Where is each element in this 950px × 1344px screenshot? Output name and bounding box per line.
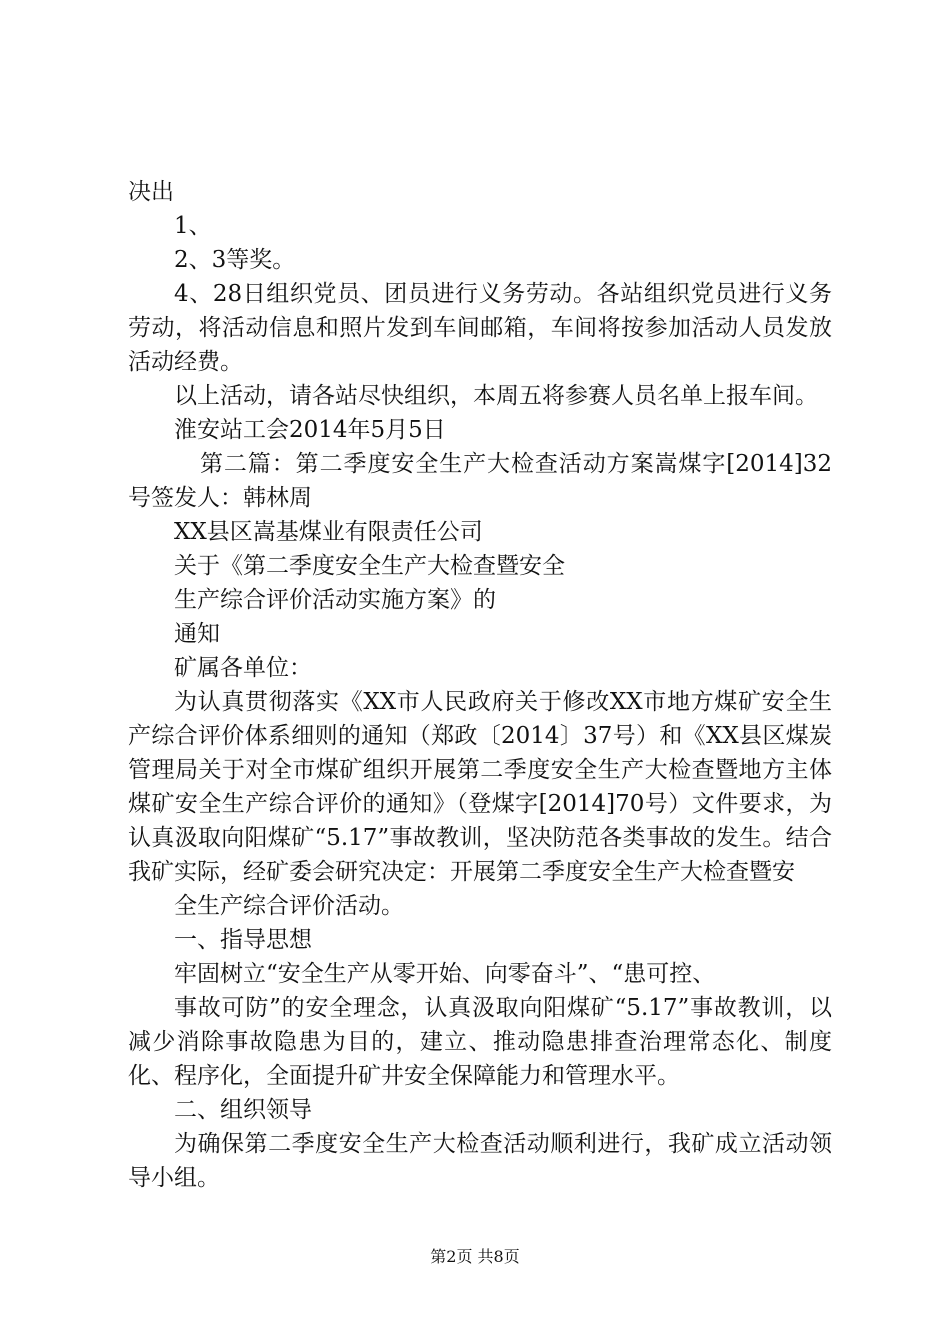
notice-title-line-2: 生产综合评价活动实施方案》的 xyxy=(174,587,496,613)
paragraph-4: 4、28日组织党员、团员进行义务劳动。各站组织党员进行义务劳动，将活动信息和照片发到车间邮箱，车间将按参加活动人员发放活动经费。 xyxy=(128,281,832,375)
paragraph-3: 2、3等奖。 xyxy=(174,247,296,273)
paragraph-intro-cont: 全生产综合评价活动。 xyxy=(174,893,404,919)
paragraph-1: 决出 xyxy=(128,179,174,205)
paragraph-guiding-2: 事故可防”的安全理念，认真汲取向阳煤矿“5.17”事故教训，以减少消除事故隐患为目的，建立、推动隐患排查治理常态化、制度化、程序化，全面提升矿井安全保障能力和管理水平。 xyxy=(128,995,832,1089)
notice-title-line-1: 关于《第二季度安全生产大检查暨安全 xyxy=(174,553,565,579)
paragraph-organization: 为确保第二季度安全生产大检查活动顺利进行，我矿成立活动领导小组。 xyxy=(128,1131,832,1191)
signature-line: 淮安站工会2014年5月5日 xyxy=(174,417,446,443)
company-name: XX县区嵩基煤业有限责任公司 xyxy=(174,519,483,545)
addressee: 矿属各单位： xyxy=(174,655,312,681)
heading-organization: 二、组织领导 xyxy=(174,1097,312,1123)
paragraph-guiding-1: 牢固树立“安全生产从零开始、向零奋斗”、“患可控、 xyxy=(174,961,716,987)
heading-guiding-ideology: 一、指导思想 xyxy=(174,927,312,953)
document-body xyxy=(128,175,832,1195)
paragraph-2: 1、 xyxy=(174,213,212,239)
page-footer: 第2页 共8页 xyxy=(430,1247,520,1266)
paragraph-5: 以上活动，请各站尽快组织，本周五将参赛人员名单上报车间。 xyxy=(174,383,818,409)
section-heading-part-two: 第二篇：第二季度安全生产大检查活动方案嵩煤字[2014]32号签发人：韩林周 xyxy=(128,451,832,511)
notice-title-line-3: 通知 xyxy=(174,621,220,647)
paragraph-intro: 为认真贯彻落实《XX市人民政府关于修改XX市地方煤矿安全生产综合评价体系细则的通知（郑政〔2014〕37号）和《XX县区煤炭管理局关于对全市煤矿组织开展第二季度安全生产大检查暨地方主体煤矿安全生产综合评价的通知》（登煤字[2014]70号）文件要求，为认真汲取向阳煤矿“5.17”事故教训，坚决防范各类事故的发生。结合我矿实际，经矿委会研究决定：开展第二季度安全生产大检查暨安 xyxy=(128,689,832,885)
